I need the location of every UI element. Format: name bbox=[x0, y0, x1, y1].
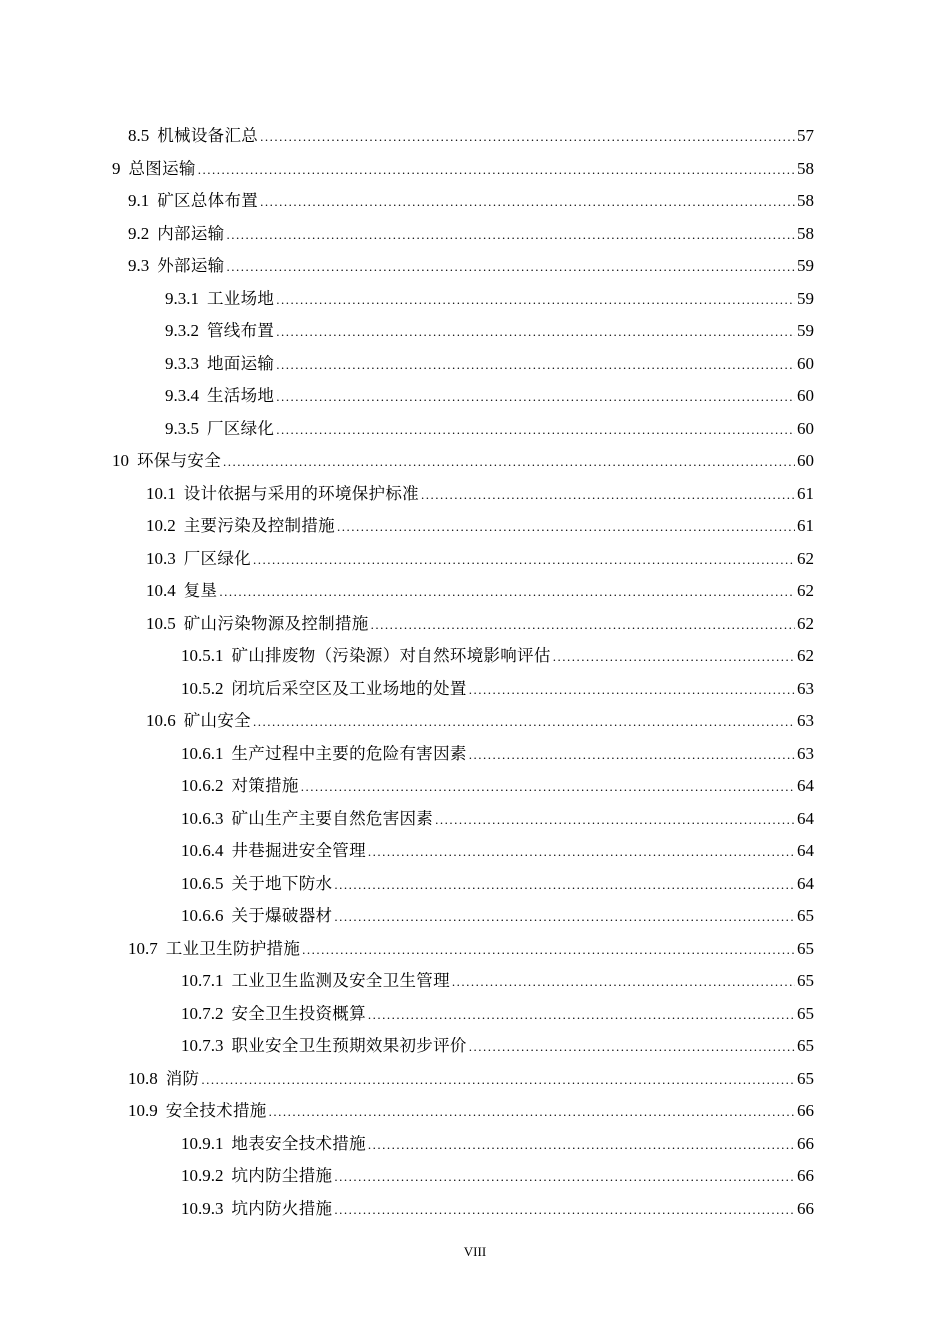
toc-entry-10-9-1[interactable] bbox=[181, 1128, 814, 1160]
toc-entry-number: 9.1 bbox=[128, 191, 150, 210]
toc-entry-title: 关于爆破器材 bbox=[231, 906, 333, 925]
toc-entry-title: 厂区绿化 bbox=[183, 548, 251, 568]
toc-entry-title: 闭坑后采空区及工业场地的处置 bbox=[231, 678, 467, 698]
toc-dot-leader bbox=[276, 316, 795, 348]
toc-entry-page: 64 bbox=[797, 873, 814, 893]
toc-dot-leader bbox=[301, 771, 795, 803]
toc-entry-10-7-1[interactable] bbox=[181, 965, 814, 997]
toc-entry-title: 安全卫生投资概算 bbox=[231, 1003, 366, 1023]
toc-entry-10-8[interactable] bbox=[128, 1063, 814, 1095]
toc-entry-page: 66 bbox=[797, 1101, 814, 1120]
toc-entry-page: 65 bbox=[797, 938, 814, 958]
toc-dot-leader bbox=[276, 381, 795, 413]
toc-entry-9-3-4[interactable] bbox=[165, 380, 814, 412]
toc-entry-title: 环保与安全 bbox=[137, 451, 221, 470]
toc-entry-title: 工业卫生防护措施 bbox=[165, 938, 301, 958]
toc-entry-10-7[interactable] bbox=[128, 933, 814, 965]
toc-dot-leader bbox=[219, 576, 795, 608]
page-number-footer: VIII bbox=[463, 1244, 487, 1259]
toc-entry-title: 总图运输 bbox=[128, 158, 196, 178]
toc-entry-number: 10.6.3 bbox=[181, 808, 224, 828]
toc-dot-leader bbox=[368, 999, 795, 1031]
toc-entry-title: 生产过程中主要的危险有害因素 bbox=[231, 743, 467, 763]
toc-entry-page: 63 bbox=[797, 678, 814, 698]
toc-dot-leader bbox=[201, 1064, 795, 1096]
toc-entry-title: 地面运输 bbox=[207, 353, 275, 373]
toc-entry-page: 60 bbox=[797, 386, 814, 405]
toc-entry-number: 9.3 bbox=[128, 256, 150, 275]
toc-dot-leader bbox=[226, 251, 795, 283]
toc-entry-page: 65 bbox=[797, 1068, 814, 1088]
toc-dot-leader bbox=[269, 1096, 795, 1128]
toc-entry-title: 设计依据与采用的环境保护标准 bbox=[183, 483, 419, 503]
toc-dot-leader bbox=[334, 869, 795, 901]
toc-dot-leader bbox=[276, 349, 795, 381]
toc-dot-leader bbox=[302, 934, 795, 966]
toc-entry-title: 地表安全技术措施 bbox=[231, 1133, 366, 1153]
toc-dot-leader bbox=[435, 804, 795, 836]
toc-entry-9-3-3[interactable] bbox=[165, 348, 814, 380]
toc-entry-title: 矿山安全 bbox=[183, 711, 251, 730]
toc-dot-leader bbox=[334, 1194, 795, 1226]
toc-entry-page: 62 bbox=[797, 646, 814, 665]
toc-entry-number: 10.5 bbox=[146, 613, 176, 633]
toc-entry-10-1[interactable] bbox=[146, 478, 814, 510]
toc-entry-title: 工业场地 bbox=[207, 288, 275, 308]
toc-entry-10-9-3[interactable] bbox=[181, 1193, 814, 1225]
toc-entry-number: 10.8 bbox=[128, 1068, 158, 1088]
toc-entry-9-3-5[interactable] bbox=[165, 413, 814, 445]
toc-entry-10-6-3[interactable] bbox=[181, 803, 814, 835]
toc-entry-10-6-6[interactable] bbox=[181, 900, 814, 932]
toc-entry-number: 10.3 bbox=[146, 548, 176, 568]
toc-entry-page: 58 bbox=[797, 191, 814, 210]
toc-dot-leader bbox=[452, 966, 795, 998]
toc-entry-number: 10.9.1 bbox=[181, 1133, 224, 1153]
toc-entry-number: 10.7.3 bbox=[181, 1036, 224, 1055]
toc-entry-10-6[interactable] bbox=[146, 705, 814, 737]
toc-dot-leader bbox=[553, 641, 795, 673]
toc-dot-leader bbox=[334, 1161, 795, 1193]
toc-entry-title: 矿山生产主要自然危害因素 bbox=[231, 808, 434, 828]
toc-entry-number: 10.9.3 bbox=[181, 1198, 224, 1218]
toc-entry-page: 61 bbox=[797, 516, 814, 535]
toc-entry-10-6-1[interactable] bbox=[181, 738, 814, 770]
toc-entry-page: 59 bbox=[797, 288, 814, 308]
toc-entry-8-5[interactable] bbox=[128, 120, 814, 152]
toc-entry-title: 关于地下防水 bbox=[231, 873, 333, 893]
toc-entry-10[interactable] bbox=[112, 445, 814, 477]
toc-entry-page: 63 bbox=[797, 711, 814, 730]
toc-dot-leader bbox=[368, 836, 795, 868]
toc-entry-page: 57 bbox=[797, 126, 814, 145]
toc-entry-number: 10.7 bbox=[128, 938, 158, 958]
toc-entry-9-3-2[interactable] bbox=[165, 315, 814, 347]
toc-entry-number: 10.5.1 bbox=[181, 646, 224, 665]
toc-entry-title: 消防 bbox=[165, 1068, 200, 1088]
toc-entry-page: 65 bbox=[797, 1003, 814, 1023]
toc-entry-10-7-3[interactable] bbox=[181, 1030, 814, 1062]
toc-entry-9-3[interactable] bbox=[128, 250, 814, 282]
toc-dot-leader bbox=[276, 414, 795, 446]
toc-entry-10-4[interactable] bbox=[146, 575, 814, 607]
toc-entry-page: 63 bbox=[797, 743, 814, 763]
toc-dot-leader bbox=[371, 609, 795, 641]
toc-entry-10-5-2[interactable] bbox=[181, 673, 814, 705]
toc-entry-10-3[interactable] bbox=[146, 543, 814, 575]
toc-dot-leader bbox=[421, 479, 795, 511]
toc-entry-page: 62 bbox=[797, 613, 814, 633]
toc-dot-leader bbox=[253, 706, 795, 738]
toc-dot-leader bbox=[368, 1129, 795, 1161]
toc-entry-number: 10.5.2 bbox=[181, 678, 224, 698]
toc-entry-number: 10.9 bbox=[128, 1101, 158, 1120]
toc-entry-number: 10.6.2 bbox=[181, 776, 224, 795]
toc-entry-title: 主要污染及控制措施 bbox=[183, 516, 335, 535]
toc-entry-page: 64 bbox=[797, 808, 814, 828]
toc-entry-title: 矿区总体布置 bbox=[157, 191, 259, 210]
toc-entry-9-2[interactable] bbox=[128, 218, 814, 250]
toc-entry-page: 59 bbox=[797, 256, 814, 275]
toc-entry-10-5-1[interactable] bbox=[181, 640, 814, 672]
toc-dot-leader bbox=[226, 219, 795, 251]
toc-entry-number: 10.6 bbox=[146, 711, 176, 730]
toc-entry-number: 9.3.4 bbox=[165, 386, 199, 405]
toc-entry-title: 内部运输 bbox=[157, 223, 225, 243]
toc-dot-leader bbox=[469, 1031, 795, 1063]
toc-entry-10-5[interactable] bbox=[146, 608, 814, 640]
toc-entry-9[interactable] bbox=[112, 153, 814, 185]
toc-entry-page: 60 bbox=[797, 353, 814, 373]
toc-entry-number: 10.1 bbox=[146, 483, 176, 503]
toc-entry-page: 58 bbox=[797, 223, 814, 243]
toc-entry-page: 62 bbox=[797, 581, 814, 600]
toc-entry-page: 60 bbox=[797, 451, 814, 470]
toc-entry-page: 62 bbox=[797, 548, 814, 568]
toc-dot-leader bbox=[337, 511, 795, 543]
toc-dot-leader bbox=[276, 284, 795, 316]
toc-entry-page: 64 bbox=[797, 776, 814, 795]
toc-entry-page: 66 bbox=[797, 1166, 814, 1185]
toc-entry-title: 矿山污染物源及控制措施 bbox=[183, 613, 369, 633]
toc-entry-title: 机械设备汇总 bbox=[157, 126, 259, 145]
toc-entry-page: 65 bbox=[797, 906, 814, 925]
toc-entry-title: 对策措施 bbox=[231, 776, 299, 795]
toc-entry-number: 8.5 bbox=[128, 126, 150, 145]
toc-entry-number: 10.2 bbox=[146, 516, 176, 535]
toc-dot-leader bbox=[469, 739, 795, 771]
toc-entry-number: 10.6.5 bbox=[181, 873, 224, 893]
toc-entry-number: 10.7.2 bbox=[181, 1003, 224, 1023]
toc-entry-title: 坑内防尘措施 bbox=[231, 1166, 333, 1185]
toc-dot-leader bbox=[223, 446, 795, 478]
toc-entry-number: 10.7.1 bbox=[181, 971, 224, 990]
toc-entry-title: 外部运输 bbox=[157, 256, 225, 275]
toc-entry-page: 61 bbox=[797, 483, 814, 503]
toc-entry-title: 生活场地 bbox=[207, 386, 275, 405]
toc-dot-leader bbox=[334, 901, 795, 933]
toc-entry-page: 58 bbox=[797, 158, 814, 178]
toc-dot-leader bbox=[198, 154, 795, 186]
toc-entry-title: 工业卫生监测及安全卫生管理 bbox=[231, 971, 450, 990]
toc-entry-number: 9.3.2 bbox=[165, 321, 199, 340]
toc-entry-title: 厂区绿化 bbox=[207, 418, 275, 438]
toc-entry-page: 65 bbox=[797, 1036, 814, 1055]
toc-dot-leader bbox=[253, 544, 795, 576]
toc-entry-title: 安全技术措施 bbox=[165, 1101, 267, 1120]
toc-entry-page: 66 bbox=[797, 1133, 814, 1153]
toc-dot-leader bbox=[260, 121, 795, 153]
toc-entry-10-6-2[interactable] bbox=[181, 770, 814, 802]
toc-entry-page: 59 bbox=[797, 321, 814, 340]
toc-entry-number: 9.3.5 bbox=[165, 418, 199, 438]
toc-entry-number: 10.6.1 bbox=[181, 743, 224, 763]
toc-entry-number: 9.3.1 bbox=[165, 288, 199, 308]
toc-entry-number: 10.6.6 bbox=[181, 906, 224, 925]
toc-entry-10-7-2[interactable] bbox=[181, 998, 814, 1030]
toc-entry-10-6-4[interactable] bbox=[181, 835, 814, 867]
toc-dot-leader bbox=[260, 186, 795, 218]
toc-entry-number: 10.6.4 bbox=[181, 841, 224, 860]
toc-entry-title: 坑内防火措施 bbox=[231, 1198, 333, 1218]
toc-entry-10-9[interactable] bbox=[128, 1095, 814, 1127]
toc-entry-title: 井巷掘进安全管理 bbox=[231, 841, 366, 860]
toc-entry-title: 职业安全卫生预期效果初步评价 bbox=[231, 1036, 467, 1055]
toc-entry-number: 10.9.2 bbox=[181, 1166, 224, 1185]
toc-entry-title: 管线布置 bbox=[207, 321, 275, 340]
toc-entry-title: 复垦 bbox=[183, 581, 218, 600]
toc-entry-9-3-1[interactable] bbox=[165, 283, 814, 315]
toc-entry-10-6-5[interactable] bbox=[181, 868, 814, 900]
toc-entry-number: 9.3.3 bbox=[165, 353, 199, 373]
toc-entry-number: 9 bbox=[112, 158, 121, 178]
toc-entry-page: 64 bbox=[797, 841, 814, 860]
toc-entry-10-2[interactable] bbox=[146, 510, 814, 542]
toc-entry-10-9-2[interactable] bbox=[181, 1160, 814, 1192]
toc-entry-page: 65 bbox=[797, 971, 814, 990]
toc-dot-leader bbox=[469, 674, 795, 706]
toc-entry-title: 矿山排废物（污染源）对自然环境影响评估 bbox=[231, 646, 551, 665]
toc-entry-number: 10 bbox=[112, 451, 129, 470]
toc-entry-page: 60 bbox=[797, 418, 814, 438]
toc-entry-9-1[interactable] bbox=[128, 185, 814, 217]
toc-entry-number: 10.4 bbox=[146, 581, 176, 600]
toc-entry-number: 9.2 bbox=[128, 223, 150, 243]
toc-entry-page: 66 bbox=[797, 1198, 814, 1218]
